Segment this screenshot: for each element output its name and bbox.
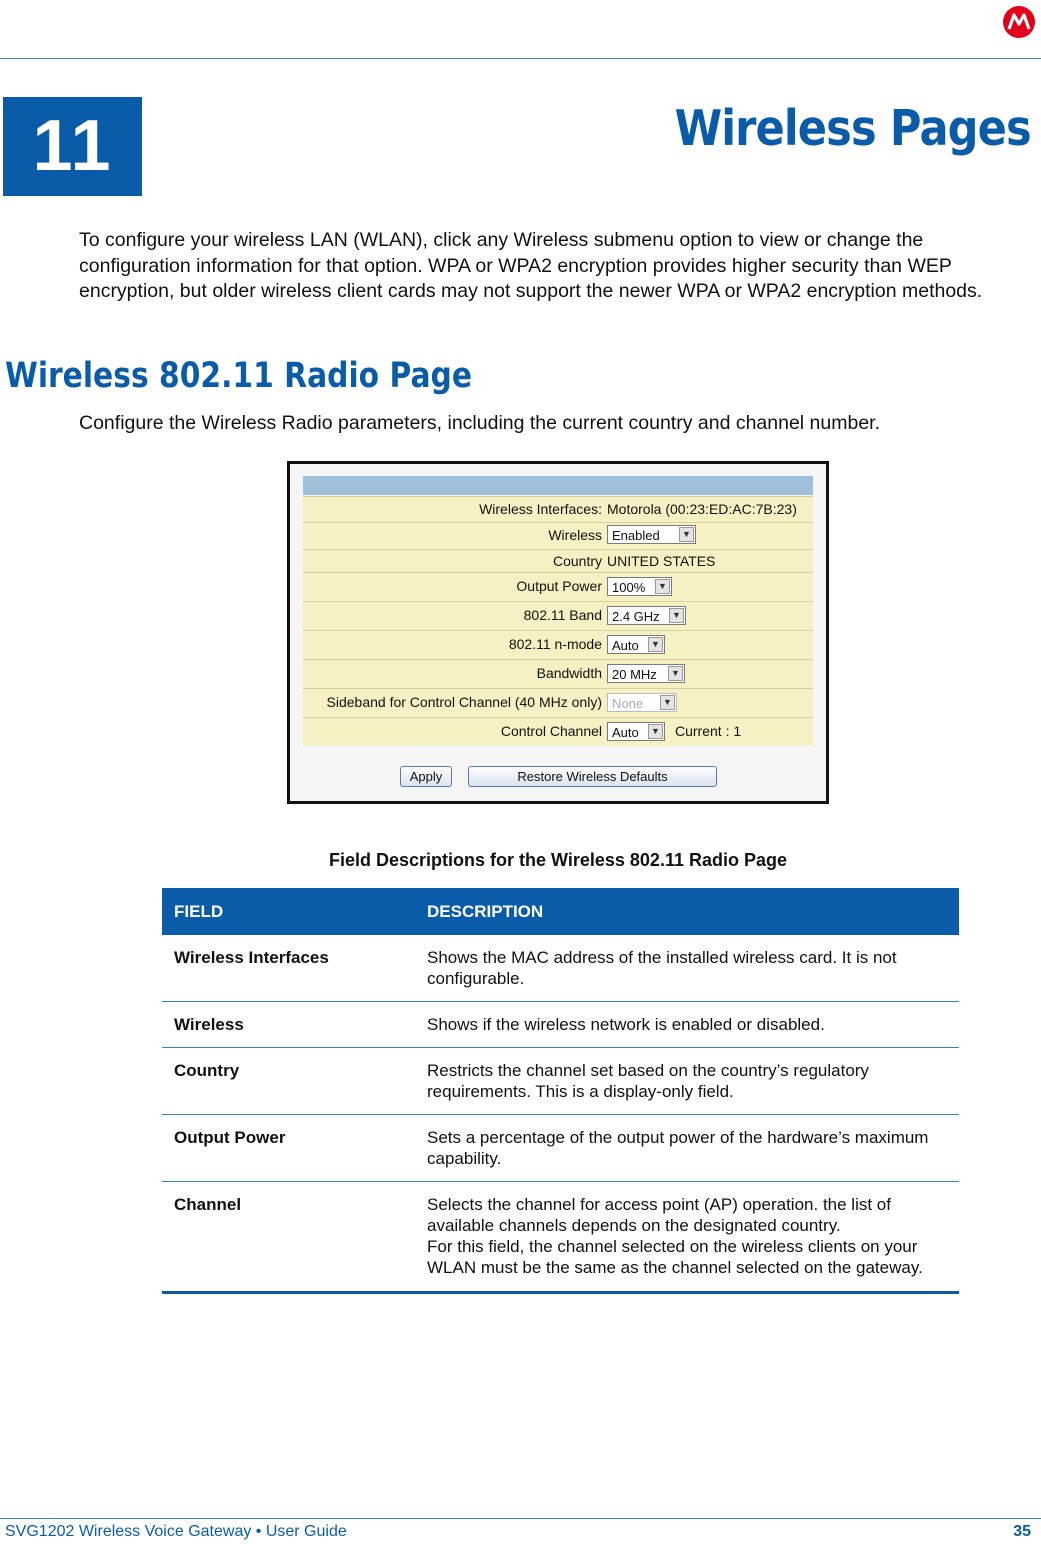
screenshot-header-band — [303, 476, 813, 495]
chevron-down-icon: ▼ — [655, 579, 670, 594]
chevron-down-icon: ▼ — [648, 724, 663, 739]
motorola-logo-icon — [1003, 6, 1035, 38]
row-country — [303, 549, 813, 572]
restore-defaults-button[interactable]: Restore Wireless Defaults — [468, 766, 717, 787]
radio-page-screenshot — [287, 461, 829, 804]
field-description-line: For this field, the channel selected on the wireless clients on your WLAN must be the same as the channel selected on the gateway. — [427, 1237, 923, 1277]
band-select[interactable]: 2.4 GHz ▼ — [607, 606, 686, 625]
intro-paragraph: To configure your wireless LAN (WLAN), click any Wireless submenu option to view or change the configuration information for that option. WPA or WPA2 encryption provides higher security than WEP encryption, but older wireless client cards may not support the newer WPA or WPA2 encryption methods. — [79, 229, 983, 302]
field-name: Country — [162, 1048, 415, 1115]
table-row — [162, 1048, 959, 1115]
field-label: Country — [552, 553, 602, 569]
row-wireless — [303, 522, 813, 549]
field-name: Wireless Interfaces — [162, 935, 415, 1002]
field-description: Shows if the wireless network is enabled or disabled. — [415, 1002, 959, 1048]
apply-button[interactable]: Apply — [400, 766, 452, 787]
chevron-down-icon: ▼ — [660, 695, 675, 710]
table-row — [162, 935, 959, 1002]
control-channel-select[interactable]: Auto ▼ — [607, 722, 665, 741]
section-description: Configure the Wireless Radio parameters, including the current country and channel number. — [79, 412, 881, 434]
field-label: 802.11 Band — [523, 607, 602, 623]
header-rule — [0, 58, 1041, 59]
n-mode-select[interactable]: Auto ▼ — [607, 635, 665, 654]
section-title: Wireless 802.11 Radio Page — [5, 356, 472, 396]
chapter-number: 11 — [3, 97, 142, 196]
table-caption: Field Descriptions for the Wireless 802.11 Radio Page — [329, 850, 787, 870]
row-wireless-interfaces — [303, 496, 813, 522]
field-name: Wireless — [162, 1002, 415, 1048]
field-description-line: Selects the channel for access point (AP) operation. the list of available channels depends on the designated country. — [427, 1195, 891, 1235]
field-label: Wireless — [548, 527, 602, 543]
field-label: Bandwidth — [536, 665, 602, 681]
row-control-channel — [303, 717, 813, 746]
footer-document-title: SVG1202 Wireless Voice Gateway • User Guide — [5, 1523, 347, 1540]
field-name: Output Power — [162, 1115, 415, 1182]
column-header-field: FIELD — [162, 888, 415, 935]
column-header-description: DESCRIPTION — [415, 888, 959, 935]
row-n-mode — [303, 630, 813, 659]
field-name: Channel — [162, 1182, 415, 1293]
field-description: Shows the MAC address of the installed wireless card. It is not configurable. — [415, 935, 959, 1002]
table-row — [162, 1115, 959, 1182]
row-sideband — [303, 688, 813, 717]
row-band — [303, 601, 813, 630]
field-label: Control Channel — [500, 723, 602, 739]
field-label: Output Power — [516, 578, 602, 594]
field-description — [415, 1182, 959, 1293]
chevron-down-icon: ▼ — [669, 608, 684, 623]
bandwidth-select[interactable]: 20 MHz ▼ — [607, 664, 685, 683]
output-power-select[interactable]: 100% ▼ — [607, 577, 672, 596]
chevron-down-icon: ▼ — [679, 527, 694, 542]
field-descriptions-table — [162, 888, 959, 1294]
footer-rule — [0, 1518, 1041, 1519]
field-description: Restricts the channel set based on the country’s regulatory requirements. This is a display-only field. — [415, 1048, 959, 1115]
sideband-select[interactable]: None ▼ — [607, 693, 677, 712]
page-number: 35 — [1013, 1523, 1031, 1540]
table-header-row — [162, 888, 959, 935]
row-bandwidth — [303, 659, 813, 688]
current-channel: Current : 1 — [675, 723, 742, 739]
chevron-down-icon: ▼ — [668, 666, 683, 681]
field-label: Wireless Interfaces: — [479, 501, 602, 517]
row-output-power — [303, 572, 813, 601]
field-value: Motorola (00:23:ED:AC:7B:23) — [607, 501, 797, 517]
field-label: Sideband for Control Channel (40 MHz only) — [326, 694, 602, 710]
table-row — [162, 1182, 959, 1293]
field-value: UNITED STATES — [607, 553, 716, 569]
chapter-title: Wireless Pages — [674, 100, 1031, 157]
field-label: 802.11 n-mode — [508, 636, 602, 652]
field-description: Sets a percentage of the output power of the hardware’s maximum capability. — [415, 1115, 959, 1182]
chevron-down-icon: ▼ — [648, 637, 663, 652]
wireless-select[interactable]: Enabled ▼ — [607, 525, 696, 544]
table-row — [162, 1002, 959, 1048]
